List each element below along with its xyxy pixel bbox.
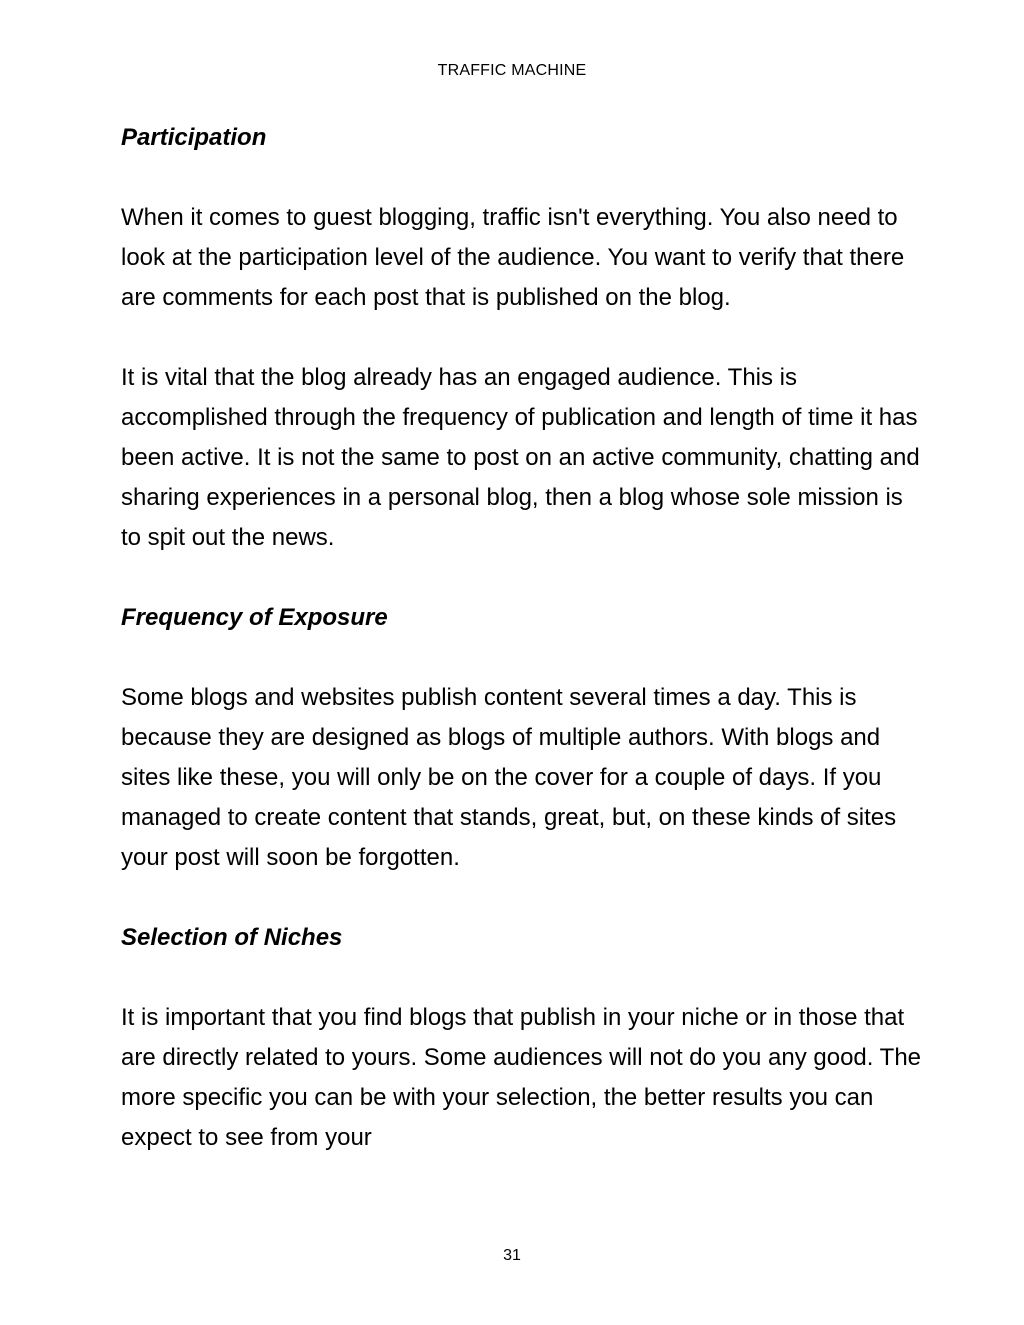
section-heading-participation: Participation <box>121 124 267 151</box>
paragraph-selection-of-niches: It is important that you find blogs that publish in your niche or in those that are directly related to yours. Some audiences will not do you any good. The more specific you can be with your selection, the better results you can expect to see from your <box>121 1004 922 1151</box>
paragraph-participation-traffic: When it comes to guest blogging, traffic isn't everything. You also need to look at the participation level of the audience. You want to verify that there are comments for each post that is published on the blog. <box>121 204 905 311</box>
paragraph-participation-engaged-audience: It is vital that the blog already has an engaged audience. This is accomplished through the frequency of publication and length of time it has been active. It is not the same to post on an active community, chatting and sharing experiences in a personal blog, then a blog whose sole mission is to spit out the news. <box>121 364 920 551</box>
page-number: 31 <box>503 1247 521 1264</box>
page-content <box>121 118 921 1198</box>
running-header: TRAFFIC MACHINE <box>437 62 587 79</box>
section-heading-frequency-of-exposure: Frequency of Exposure <box>121 604 388 631</box>
section-heading-selection-of-niches: Selection of Niches <box>121 924 343 951</box>
paragraph-frequency-of-exposure: Some blogs and websites publish content several times a day. This is because they are designed as blogs of multiple authors. With blogs and sites like these, you will only be on the cover for a couple of days. If you managed to create content that stands, great, but, on these kinds of sites your post will soon be forgotten. <box>121 684 897 871</box>
